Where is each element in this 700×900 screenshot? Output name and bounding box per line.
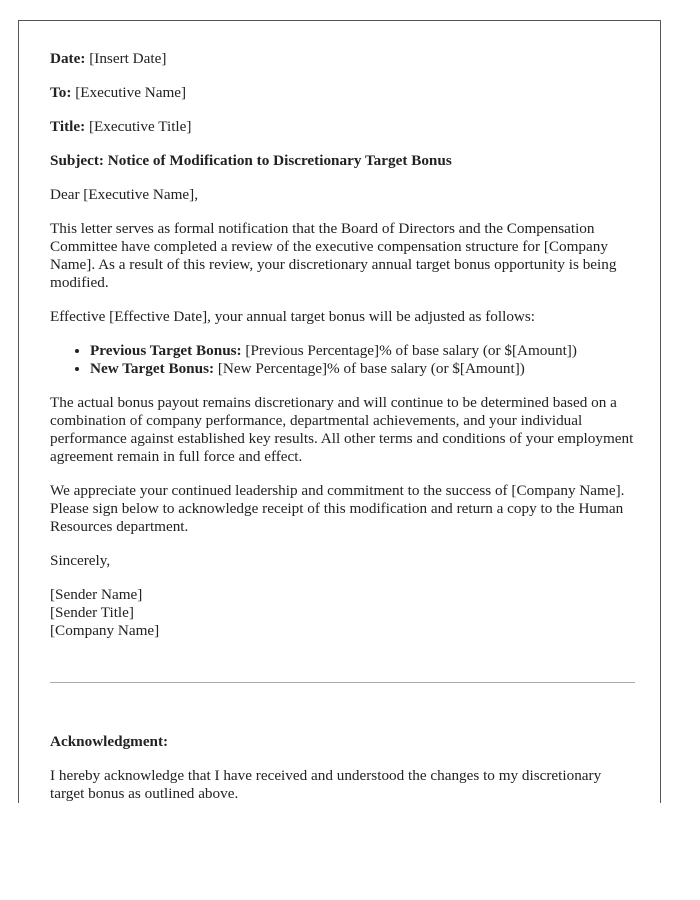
signature-block xyxy=(50,586,635,640)
new-bonus-label: New Target Bonus: xyxy=(90,360,215,377)
closing-line: Sincerely, xyxy=(50,552,111,569)
letter-page xyxy=(18,20,661,803)
acknowledgment-heading xyxy=(50,733,635,751)
intro-paragraph: This letter serves as formal notification that the Board of Directors and the Compensation Committee have completed a review of the executive compensation structure for [Company Name]. As a result of this review, your discretionary annual target bonus opportunity is being modified. xyxy=(50,220,617,291)
list-item-new-bonus xyxy=(90,360,635,378)
to-line xyxy=(50,84,635,102)
closing-note-paragraph: We appreciate your continued leadership and commitment to the success of [Company Name]. Please sign below to acknowledge receipt of this modification and return a copy to the Human Resources department. xyxy=(50,482,625,535)
bonus-list xyxy=(50,342,635,378)
subject-line xyxy=(50,152,635,170)
list-item-previous-bonus xyxy=(90,342,635,360)
title-line xyxy=(50,118,635,136)
acknowledgment-text: I hereby acknowledge that I have received and understood the changes to my discretionary target bonus as outlined above. xyxy=(50,767,602,802)
subject-text: Subject: Notice of Modification to Discretionary Target Bonus xyxy=(50,152,452,169)
previous-bonus-label: Previous Target Bonus: xyxy=(90,342,242,359)
acknowledgment-heading-text: Acknowledgment: xyxy=(50,733,169,750)
letter-content xyxy=(50,50,635,803)
date-line xyxy=(50,50,635,68)
to-label: To: xyxy=(50,84,72,101)
date-value: [Insert Date] xyxy=(89,50,167,67)
sender-company: [Company Name] xyxy=(50,622,160,639)
date-label: Date: xyxy=(50,50,86,67)
terms-paragraph: The actual bonus payout remains discretionary and will continue to be determined based on a combination of company performance, departmental achievements, and your individual performance against established key results. All other terms and conditions of your employment agreement remain in full force and effect. xyxy=(50,394,634,465)
new-bonus-value: [New Percentage]% of base salary (or $[Amount]) xyxy=(217,360,525,377)
effective-paragraph: Effective [Effective Date], your annual target bonus will be adjusted as follows: xyxy=(50,308,536,325)
previous-bonus-value: [Previous Percentage]% of base salary (or $[Amount]) xyxy=(245,342,577,359)
title-value: [Executive Title] xyxy=(88,118,192,135)
title-label: Title: xyxy=(50,118,86,135)
section-divider xyxy=(50,682,635,683)
sender-name: [Sender Name] xyxy=(50,586,143,603)
to-value: [Executive Name] xyxy=(75,84,187,101)
sender-title: [Sender Title] xyxy=(50,604,134,621)
salutation: Dear [Executive Name], xyxy=(50,186,198,203)
